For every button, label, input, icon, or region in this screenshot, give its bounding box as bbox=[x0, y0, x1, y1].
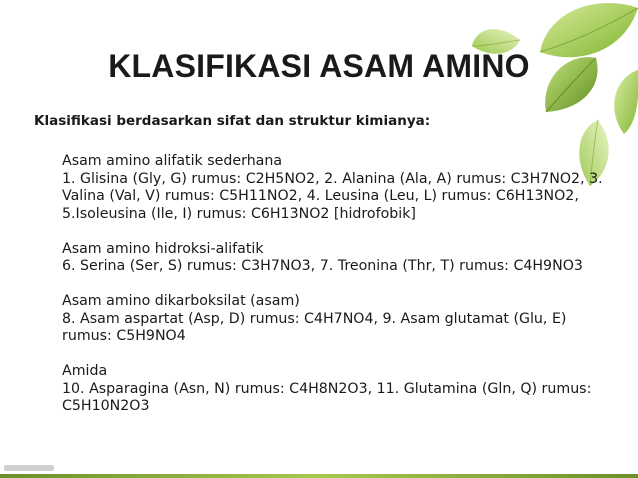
section-aliphatic bbox=[62, 153, 622, 223]
section-line: 1. Glisina (Gly, G) rumus: C2H5NO2, 2. Alanina (Ala, A) rumus: C3H7NO2, 3. bbox=[62, 170, 603, 187]
section-line: 10. Asparagina (Asn, N) rumus: C4H8N2O3, 11. Glutamina (Gln, Q) rumus: bbox=[62, 380, 592, 397]
section-line: Valina (Val, V) rumus: C5H11NO2, 4. Leusina (Leu, L) rumus: C6H13NO2, bbox=[62, 188, 579, 204]
watermark-logo-icon bbox=[4, 463, 54, 473]
section-line: 6. Serina (Ser, S) rumus: C3H7NO3, 7. Treonina (Thr, T) rumus: C4H9NO3 bbox=[62, 258, 583, 274]
section-heading: Asam amino hidroksi-alifatik bbox=[62, 240, 264, 257]
footer-bar bbox=[0, 474, 638, 478]
section-line: rumus: C5H9NO4 bbox=[62, 328, 186, 344]
section-heading: Amida bbox=[62, 363, 108, 379]
section-line: C5H10N2O3 bbox=[62, 398, 150, 414]
slide-title: KLASIFIKASI ASAM AMINO bbox=[108, 48, 530, 84]
slide-subtitle: Klasifikasi berdasarkan sifat dan struktur kimianya: bbox=[34, 113, 431, 129]
section-dicarboxylic bbox=[62, 293, 622, 346]
section-line: 5.Isoleusina (Ile, I) rumus: C6H13NO2 [hidrofobik] bbox=[62, 205, 416, 222]
classification-list bbox=[62, 153, 622, 433]
section-heading: Asam amino dikarboksilat (asam) bbox=[62, 293, 300, 309]
section-line: 8. Asam aspartat (Asp, D) rumus: C4H7NO4, 9. Asam glutamat (Glu, E) bbox=[62, 310, 567, 327]
section-hydroxy-aliphatic bbox=[62, 241, 622, 276]
section-heading: Asam amino alifatik sederhana bbox=[62, 153, 283, 169]
section-amide bbox=[62, 363, 622, 416]
